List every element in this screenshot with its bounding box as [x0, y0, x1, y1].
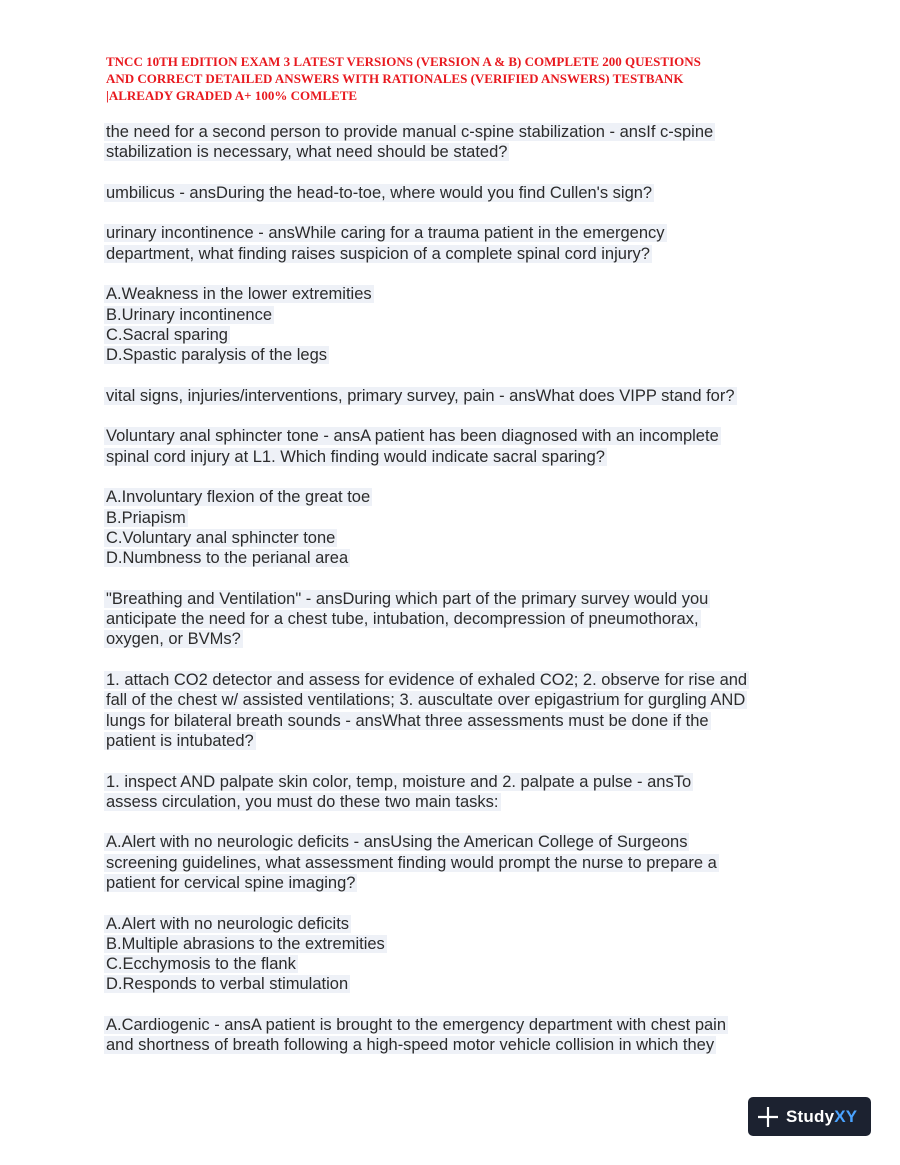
text-line: [106, 609, 806, 629]
text-line: [106, 954, 806, 974]
header-line: |ALREADY GRADED A+ 100% COMLETE: [106, 88, 358, 103]
text-line: [106, 974, 806, 994]
qa-block: [106, 772, 806, 813]
text-line-content: Voluntary anal sphincter tone - ansA patient has been diagnosed with an incomplete: [106, 427, 719, 446]
text-line-content: C.Ecchymosis to the flank: [106, 955, 296, 974]
text-line: [106, 1035, 806, 1055]
text-line-content: the need for a second person to provide manual c-spine stabilization - ansIf c-spine: [106, 123, 714, 141]
text-line: [106, 183, 806, 203]
text-line-content: A.Weakness in the lower extremities: [106, 285, 372, 304]
badge-text-main: Study: [786, 1106, 835, 1126]
text-line: [106, 1015, 806, 1035]
text-line: [106, 731, 806, 751]
text-line: [106, 853, 806, 873]
text-line-content: D.Numbness to the perianal area: [106, 549, 349, 568]
text-line: [106, 589, 806, 609]
text-line-content: C.Sacral sparing: [106, 325, 228, 344]
header-line: TNCC 10TH EDITION EXAM 3 LATEST VERSIONS (VERSION A & B) COMPLETE 200 QUESTIONS: [106, 54, 701, 69]
document-header: [106, 53, 796, 104]
text-line-content: and shortness of breath following a high-speed motor vehicle collision in which they: [106, 1036, 715, 1055]
qa-block: [106, 183, 806, 203]
text-line: [106, 792, 806, 812]
text-line-content: spinal cord injury at L1. Which finding would indicate sacral sparing?: [106, 447, 605, 466]
text-line-content: B.Multiple abrasions to the extremities: [106, 934, 385, 953]
qa-block: [106, 1015, 806, 1056]
text-line: [106, 122, 806, 142]
text-line: [106, 690, 806, 710]
text-line-content: A.Alert with no neurologic deficits - ansUsing the American College of Surgeons: [106, 833, 688, 852]
text-line-content: urinary incontinence - ansWhile caring for a trauma patient in the emergency: [106, 224, 665, 243]
text-line-content: screening guidelines, what assessment finding would prompt the nurse to prepare a: [106, 853, 717, 872]
text-line: [106, 711, 806, 731]
badge-label: [786, 1107, 857, 1127]
studyxy-badge[interactable]: [748, 1097, 871, 1136]
document-body: [106, 122, 806, 1076]
text-line-content: D.Spastic paralysis of the legs: [106, 346, 328, 365]
badge-text-accent: XY: [834, 1106, 858, 1126]
text-line-content: patient is intubated?: [106, 731, 254, 750]
text-line: [106, 426, 806, 446]
qa-block: [106, 589, 806, 650]
text-line: [106, 629, 806, 649]
text-line: [106, 284, 806, 304]
text-line-content: 1. inspect AND palpate skin color, temp, moisture and 2. palpate a pulse - ansTo: [106, 772, 692, 791]
text-line: [106, 548, 806, 568]
text-line-content: assess circulation, you must do these two main tasks:: [106, 792, 499, 811]
text-line-content: B.Priapism: [106, 508, 186, 527]
text-line: [106, 142, 806, 162]
text-line: [106, 325, 806, 345]
text-line: [106, 934, 806, 954]
text-line-content: stabilization is necessary, what need should be stated?: [106, 143, 508, 162]
text-line: [106, 670, 806, 690]
text-line: [106, 873, 806, 893]
text-line-content: A.Involuntary flexion of the great toe: [106, 488, 371, 507]
text-line-content: D.Responds to verbal stimulation: [106, 975, 349, 994]
qa-block: [106, 670, 806, 751]
text-line-content: oxygen, or BVMs?: [106, 630, 241, 649]
text-line: [106, 832, 806, 852]
text-line-content: A.Alert with no neurologic deficits: [106, 914, 350, 933]
qa-block: [106, 487, 806, 568]
qa-block: [106, 386, 806, 406]
text-line-content: lungs for bilateral breath sounds - ansWhat three assessments must be done if the: [106, 711, 709, 730]
text-line-content: A.Cardiogenic - ansA patient is brought to the emergency department with chest pain: [106, 1016, 727, 1035]
qa-block: [106, 284, 806, 365]
header-line: AND CORRECT DETAILED ANSWERS WITH RATIONALES (VERIFIED ANSWERS) TESTBANK: [106, 71, 684, 86]
text-line-content: 1. attach CO2 detector and assess for evidence of exhaled CO2; 2. observe for rise and: [106, 671, 748, 690]
text-line: [106, 305, 806, 325]
qa-block: [106, 223, 806, 264]
text-line: [106, 223, 806, 243]
text-line-content: anticipate the need for a chest tube, intubation, decompression of pneumothorax,: [106, 610, 699, 629]
text-line: [106, 487, 806, 507]
plus-icon: [756, 1105, 780, 1129]
text-line: [106, 447, 806, 467]
text-line-content: fall of the chest w/ assisted ventilations; 3. auscultate over epigastrium for gurgling AND: [106, 691, 746, 710]
text-line: [106, 772, 806, 792]
text-line-content: umbilicus - ansDuring the head-to-toe, where would you find Cullen's sign?: [106, 183, 653, 202]
text-line: [106, 345, 806, 365]
qa-block: [106, 426, 806, 467]
text-line-content: department, what finding raises suspicion of a complete spinal cord injury?: [106, 244, 650, 263]
text-line: [106, 528, 806, 548]
qa-block: [106, 914, 806, 995]
text-line-content: C.Voluntary anal sphincter tone: [106, 528, 336, 547]
text-line: [106, 386, 806, 406]
text-line: [106, 508, 806, 528]
qa-block: [106, 122, 806, 163]
text-line: [106, 244, 806, 264]
text-line-content: "Breathing and Ventilation" - ansDuring which part of the primary survey would you: [106, 589, 709, 608]
text-line-content: B.Urinary incontinence: [106, 305, 272, 324]
text-line: [106, 914, 806, 934]
text-line-content: patient for cervical spine imaging?: [106, 873, 356, 892]
text-line-content: vital signs, injuries/interventions, primary survey, pain - ansWhat does VIPP stand for?: [106, 386, 735, 405]
qa-block: [106, 832, 806, 893]
